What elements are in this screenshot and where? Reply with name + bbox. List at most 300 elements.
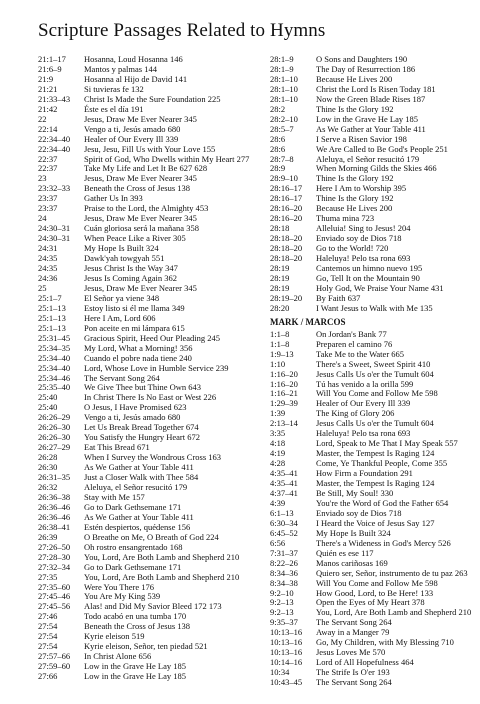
hymn-number: 723 <box>361 213 375 224</box>
scripture-reference: 21:6–9 <box>38 63 62 74</box>
hymn-title: We Give Thee but Thine Own <box>84 382 187 393</box>
scripture-reference: 24:31 <box>38 243 58 254</box>
scripture-reference: 4:35–41 <box>270 468 298 479</box>
hymn-title: Here I Am, Lord <box>84 312 141 323</box>
scripture-reference: 26:36–46 <box>38 501 71 512</box>
hymn-number: 672 <box>187 432 201 443</box>
hymn-number: 654 <box>435 497 449 508</box>
scripture-reference: 6:30–34 <box>270 517 298 528</box>
scripture-reference: 27:57–66 <box>38 651 71 662</box>
scripture-reference: 25:34–46 <box>38 372 71 383</box>
hymn-number: 155 <box>202 143 216 154</box>
hymn-title: Go, Tell It on the Mountain <box>316 272 410 283</box>
hymn-number: 627 628 <box>179 163 208 174</box>
hymn-number: 186 <box>402 63 416 74</box>
hymn-number: 144 <box>144 63 157 74</box>
hymn-number: 453 <box>195 203 209 214</box>
scripture-reference: 9:35–37 <box>270 617 298 628</box>
hymn-number: 133 <box>420 587 434 598</box>
hymn-number: 656 <box>138 651 152 662</box>
hymn-title: My Lord, What a Morning! <box>84 342 178 353</box>
hymn-title: Haleluya! Pelo tsa rona <box>316 253 396 264</box>
index-entry <box>38 75 270 85</box>
scripture-reference: 28:1–10 <box>270 83 298 94</box>
scripture-reference: 25:1–13 <box>38 302 66 313</box>
hymn-title: The Day of Resurrection <box>316 63 401 74</box>
hymn-number: 557 <box>444 438 458 449</box>
scripture-reference: 25 <box>38 282 47 293</box>
hymn-number: 179 <box>174 481 188 492</box>
hymn-number: 127 <box>421 517 435 528</box>
scripture-reference: 6:1–13 <box>270 507 294 518</box>
hymn-title: Holy God, We Praise Your Name <box>316 282 429 293</box>
hymn-number: 345 <box>184 173 197 184</box>
scripture-reference: 4:39 <box>270 497 286 508</box>
hymn-title: Enviado soy de Dios <box>316 233 387 244</box>
hymn-entry <box>38 483 270 493</box>
hymn-number: 264 <box>379 617 392 628</box>
hymn-title: The Servant Song <box>316 617 377 628</box>
hymn-number: 411 <box>181 511 194 522</box>
scripture-reference: 28:2–10 <box>270 113 298 124</box>
scripture-reference: 22:37 <box>38 163 58 174</box>
hymn-title: Because He Lives <box>316 203 378 214</box>
scripture-reference: 26:30 <box>38 462 58 473</box>
hymn-entry <box>38 433 270 443</box>
hymn-title: Lord of All Hopefulness <box>316 657 399 668</box>
hymn-title: Stay with Me <box>84 491 130 502</box>
hymn-number: 521 <box>194 641 208 652</box>
hymn-number: 598 <box>425 388 438 399</box>
hymn-number: 210 <box>226 551 240 562</box>
scripture-reference: 25:31–45 <box>38 332 71 343</box>
hymn-title: Healer of Our Every Ill <box>84 133 164 144</box>
scripture-reference: 22:37 <box>38 153 58 164</box>
scripture-reference: 9:2–10 <box>270 587 294 598</box>
hymn-number: 604 <box>420 418 434 429</box>
hymn-number: 76 <box>383 338 393 349</box>
scripture-reference: 27:59–60 <box>38 661 71 672</box>
hymn-number: 239 <box>215 362 229 373</box>
hymn-number: 291 <box>400 468 413 479</box>
hymn-title: Estén despiertos, quédense <box>84 521 176 532</box>
hymn-number: 191 <box>130 103 144 114</box>
hymn-number: 604 <box>420 368 434 379</box>
hymn-title: Jesus, Draw Me Ever Nearer <box>84 173 182 184</box>
scripture-reference: 27:35–60 <box>38 581 71 592</box>
hymn-number: 431 <box>430 282 444 293</box>
hymn-title: Take Me to the Water <box>316 348 390 359</box>
hymn-number: 206 <box>381 408 395 419</box>
hymn-title: Cuán gloriosa será la mañana <box>84 223 185 234</box>
hymn-number: 526 <box>438 537 451 548</box>
scripture-reference: 24:30–31 <box>38 223 71 234</box>
scripture-reference: 28:18 <box>270 223 290 234</box>
scripture-reference: 21:42 <box>38 103 58 114</box>
scripture-reference: 21:9 <box>38 73 54 84</box>
hymn-number: 200 <box>379 203 393 214</box>
hymn-number: 324 <box>377 527 391 538</box>
scripture-reference: 1:29–39 <box>270 398 298 409</box>
hymn-number: 168 <box>169 541 183 552</box>
scripture-reference: 23:37 <box>38 203 58 214</box>
hymn-title: Master, the Tempest Is Raging <box>316 448 420 459</box>
hymn-number: 615 <box>172 322 185 333</box>
scripture-reference: 10:43–45 <box>270 677 303 688</box>
hymn-title: You, Lord, Are Both Lamb and Shepherd <box>84 571 225 582</box>
hymn-title: Go to Dark Gethsemane <box>84 561 167 572</box>
hymn-number: 466 <box>423 163 437 174</box>
hymn-title: You Satisfy the Hungry Heart <box>84 432 186 443</box>
hymn-number: 324 <box>145 243 159 254</box>
hymn-number: 551 <box>151 253 165 264</box>
scripture-reference: 28:19–20 <box>270 292 303 303</box>
scripture-reference: 10:13–16 <box>270 637 303 648</box>
scripture-reference: 27:32–34 <box>38 561 71 572</box>
hymn-title: Christ Is Made the Sure Foundation <box>84 93 206 104</box>
hymn-number: 623 <box>173 402 187 413</box>
hymn-title: Kyrie eleison, Señor, ten piedad <box>84 641 193 652</box>
hymn-title: Christ the Lord Is Risen Today <box>316 83 421 94</box>
scripture-reference: 1:10 <box>270 358 286 369</box>
scripture-reference: 27:66 <box>38 671 58 682</box>
hymn-title: The Servant Song <box>84 372 145 383</box>
scripture-reference: 27:54 <box>38 621 58 632</box>
scripture-reference: 28:16–20 <box>270 203 303 214</box>
hymn-number: 169 <box>375 557 388 568</box>
hymn-title: Pon aceite en mi lámpara <box>84 322 170 333</box>
hymn-title: When I Survey the Wondrous Cross <box>84 452 207 463</box>
hymn-number: 163 <box>208 452 222 463</box>
scripture-reference: 26:39 <box>38 531 58 542</box>
scripture-reference: 28:2 <box>270 103 286 114</box>
index-entry <box>270 539 478 549</box>
scripture-reference: 8:34–36 <box>270 567 298 578</box>
scripture-reference: 10:13–16 <box>270 627 303 638</box>
hymn-title: My Hope Is Built <box>316 527 376 538</box>
hymn-title: Manos cariñosas <box>316 557 373 568</box>
hymn-title: Go, My Children, with My Blessing <box>316 637 440 648</box>
hymn-title: Jesus, Draw Me Ever Nearer <box>84 113 182 124</box>
scripture-reference: 22 <box>38 113 47 124</box>
hymn-title: On Jordan's Bank <box>316 328 377 339</box>
hymn-number: 693 <box>397 428 411 439</box>
hymn-number: 339 <box>397 398 411 409</box>
hymn-number: 192 <box>380 173 394 184</box>
hymn-number: 226 <box>203 392 217 403</box>
hymn-number: 146 <box>169 54 183 64</box>
scripture-reference: 23:32–33 <box>38 183 71 194</box>
hymn-title: Quiero ser, Señor, instrumento de tu paz <box>316 567 453 578</box>
hymn-number: 674 <box>185 422 199 433</box>
hymn-number: 519 <box>131 631 145 642</box>
hymn-number: 395 <box>393 183 407 194</box>
scripture-reference: 27:46 <box>38 611 58 622</box>
scripture-reference: 1:16–20 <box>270 368 298 379</box>
hymn-title: Jesus Calls Us o'er the Tumult <box>316 418 419 429</box>
hymn-title: You, Lord, Are Both Lamb and Shepherd <box>84 551 225 562</box>
scripture-reference: 25:35–40 <box>38 382 71 393</box>
hymn-number: 210 <box>226 571 240 582</box>
hymn-title: Éste es el día <box>84 103 129 114</box>
hymn-number: 720 <box>375 243 389 254</box>
scripture-reference: 1:9–13 <box>270 348 294 359</box>
hymn-title: El Señor ya viene <box>84 292 145 303</box>
hymn-title: Estoy listo si él me llama <box>84 302 170 313</box>
scripture-reference: 6:45–52 <box>270 527 298 538</box>
hymn-number: 599 <box>400 378 414 389</box>
hymn-number: 358 <box>186 223 199 234</box>
hymn-title: There's a Sweet, Sweet Spirit <box>316 358 416 369</box>
hymn-title: Go to the World! <box>316 243 374 254</box>
scripture-reference: 27:26–50 <box>38 541 71 552</box>
hymn-title: I Serve a Risen Savior <box>316 133 393 144</box>
hymn-title: Jesus Calls Us o'er the Tumult <box>316 368 419 379</box>
index-entry <box>38 433 270 443</box>
hymn-number: 347 <box>165 263 178 274</box>
hymn-title: Hosanna, Loud Hosanna <box>84 54 168 64</box>
hymn-number: 277 <box>236 153 250 164</box>
hymn-number: 305 <box>172 233 186 244</box>
hymn-number: 411 <box>181 462 194 473</box>
matthew-continued-list <box>270 55 478 314</box>
hymn-title: Jesu, Jesu, Fill Us with Your Love <box>84 143 201 154</box>
hymn-title: When Peace Like a River <box>84 233 171 244</box>
scripture-reference: 6:56 <box>270 537 286 548</box>
scripture-reference: 28:1–9 <box>270 63 294 74</box>
scripture-reference: 24 <box>38 213 47 224</box>
hymn-title: Gather Us In <box>84 193 128 204</box>
hymn-number: 410 <box>417 358 431 369</box>
hymn-entry <box>38 622 270 632</box>
hymn-number: 671 <box>136 442 150 453</box>
hymn-number: 176 <box>141 581 154 592</box>
scripture-reference: 1:16–21 <box>270 388 298 399</box>
hymn-title: Kyrie eleison <box>84 631 130 642</box>
hymn-number: 224 <box>206 531 219 542</box>
hymn-entry <box>38 184 270 194</box>
hymn-number: 345 <box>184 113 197 124</box>
scripture-reference: 28:6 <box>270 133 286 144</box>
hymn-title: As We Gather at Your Table <box>84 511 180 522</box>
hymn-title: Beneath the Cross of Jesus <box>84 183 176 194</box>
hymn-number: 680 <box>167 412 181 423</box>
hymn-title: Thine Is the Glory <box>316 173 379 184</box>
scripture-reference: 26:28 <box>38 452 58 463</box>
hymn-title: Now the Green Blade Rises <box>316 93 411 104</box>
hymn-title: Preparen el camino <box>316 338 382 349</box>
hymn-title: In Christ Alone <box>84 651 137 662</box>
hymn-entry <box>38 573 270 583</box>
hymn-title: Let Us Break Bread Together <box>84 422 184 433</box>
hymn-number: 124 <box>421 448 435 459</box>
hymn-title: When Morning Gilds the Skies <box>316 163 422 174</box>
hymn-title: Lord, Speak to Me That I May Speak <box>316 438 443 449</box>
scripture-reference: 7:31–37 <box>270 547 298 558</box>
hymn-number: 90 <box>411 272 420 283</box>
hymn-number: 718 <box>388 233 402 244</box>
hymn-title: Open the Eyes of My Heart <box>316 597 410 608</box>
scripture-reference: 25:34–35 <box>38 342 71 353</box>
scripture-reference: 28:18–20 <box>270 233 303 244</box>
hymn-title: My Hope Is Built <box>84 243 144 254</box>
scripture-reference: 28:7–8 <box>270 153 294 164</box>
hymn-title: Because He Lives <box>316 73 378 84</box>
hymn-entry <box>270 539 478 549</box>
hymn-entry <box>270 304 478 314</box>
index-entry <box>38 184 270 194</box>
hymn-title: As We Gather at Your Table <box>316 123 412 134</box>
scripture-reference: 28:16–20 <box>270 213 303 224</box>
hymn-number: 606 <box>142 312 156 323</box>
scripture-reference: 26:36–46 <box>38 511 71 522</box>
hymn-number: 185 <box>173 661 186 672</box>
index-entry <box>38 95 270 105</box>
scripture-reference: 2:13–14 <box>270 418 298 429</box>
scripture-reference: 21:1–17 <box>38 54 66 64</box>
hymn-number: 411 <box>413 123 426 134</box>
hymn-number: 251 <box>435 143 448 154</box>
hymn-title: In Christ There Is No East or West <box>84 392 202 403</box>
hymn-number: 245 <box>207 332 220 343</box>
right-column <box>270 55 478 688</box>
scripture-reference: 8:22–26 <box>270 557 298 568</box>
hymn-title: Here I Am to Worship <box>316 183 392 194</box>
hymn-title: Aleluya, el Señor resucitó <box>316 153 405 164</box>
hymn-number: 355 <box>434 458 448 469</box>
hymn-title: Thuma mina <box>316 213 360 224</box>
hymn-number: 198 <box>394 133 407 144</box>
hymn-title: Beneath the Cross of Jesus <box>84 621 176 632</box>
index-entry <box>38 573 270 583</box>
hymn-number: 187 <box>412 93 426 104</box>
scripture-reference: 4:19 <box>270 448 286 459</box>
hymn-title: Thine Is the Glory <box>316 193 379 204</box>
hymn-title: Oh rostro ensangrentado <box>84 541 168 552</box>
hymn-title: Jesus Christ Is the Way <box>84 263 163 274</box>
hymn-number: 345 <box>184 282 197 293</box>
hymn-number: 225 <box>207 93 221 104</box>
hymn-title: Dawk'yah towgyah <box>84 253 150 264</box>
hymn-entry <box>38 95 270 105</box>
hymn-title: O Jesus, I Have Promised <box>84 402 172 413</box>
scripture-reference: 4:37–41 <box>270 487 298 498</box>
hymn-title: Eat This Bread <box>84 442 135 453</box>
hymn-title: Will You Come and Follow Me <box>316 577 423 588</box>
hymn-number: 185 <box>173 671 186 682</box>
hymn-title: Tú has venido a la orilla <box>316 378 399 389</box>
hymn-title: Aleluya, el Señor resucitó <box>84 481 173 492</box>
hymn-title: I Heard the Voice of Jesus Say <box>316 517 420 528</box>
scripture-reference: 28:5–7 <box>270 123 294 134</box>
scripture-reference: 23 <box>38 173 47 184</box>
hymn-title: Jesus Is Coming Again <box>84 272 163 283</box>
hymn-entry <box>38 672 270 682</box>
scripture-reference: 10:34 <box>270 667 290 678</box>
scripture-reference: 26:26–30 <box>38 432 71 443</box>
hymn-number: 200 <box>379 73 393 84</box>
hymn-number: 345 <box>184 213 197 224</box>
hymn-title: You, Lord, Are Both Lamb and Shepherd <box>316 607 457 618</box>
hymn-number: 356 <box>179 342 193 353</box>
scripture-reference: 25:34–40 <box>38 362 71 373</box>
hymn-number: 132 <box>130 83 144 94</box>
scripture-reference: 9:2–13 <box>270 607 294 618</box>
hymn-title: Just a Closer Walk with Thee <box>84 472 184 483</box>
scripture-reference: 28:18–20 <box>270 243 303 254</box>
hymn-number: 141 <box>174 73 188 84</box>
scripture-reference: 10:14–16 <box>270 657 303 668</box>
hymn-number: 138 <box>177 621 191 632</box>
index-entry <box>270 678 478 688</box>
hymn-title: Thine Is the Glory <box>316 103 379 114</box>
hymn-title: I Want Jesus to Walk with Me <box>316 302 418 313</box>
hymn-title: Be Still, My Soul! <box>316 487 379 498</box>
scripture-reference: 22:34–40 <box>38 133 71 144</box>
scripture-reference: 28:9 <box>270 163 286 174</box>
index-entry <box>38 672 270 682</box>
hymn-title: Vengo a ti, Jesús amado <box>84 123 166 134</box>
hymn-number: 135 <box>419 302 433 313</box>
hymn-title: There's a Wideness in God's Mercy <box>316 537 436 548</box>
scripture-reference: 26:36–38 <box>38 491 71 502</box>
hymn-title: Mantos y palmas <box>84 63 143 74</box>
hymn-title: Enviado soy de Dios <box>316 507 387 518</box>
hymn-title: How Firm a Foundation <box>316 468 398 479</box>
hymn-title: Cuando el pobre nada tiene <box>84 352 177 363</box>
scripture-reference: 27:35 <box>38 571 58 582</box>
hymn-title: Take My Life and Let It Be <box>84 163 178 174</box>
hymn-number: 643 <box>188 382 202 393</box>
scripture-reference: 25:40 <box>38 402 58 413</box>
hymn-title: Lord, Whose Love in Humble Service <box>84 362 214 373</box>
scripture-reference: 4:35–41 <box>270 478 298 489</box>
hymn-title: Master, the Tempest Is Raging <box>316 478 420 489</box>
hymn-number: 179 <box>406 153 420 164</box>
hymn-number: 181 <box>422 83 436 94</box>
hymn-title: Away in a Manger <box>316 627 379 638</box>
hymn-number: 193 <box>377 667 390 678</box>
scripture-reference: 10:13–16 <box>270 647 303 658</box>
scripture-reference: 26:27–29 <box>38 442 71 453</box>
hymn-title: Alleluia! Sing to Jesus! <box>316 223 396 234</box>
scripture-reference: 23:37 <box>38 193 58 204</box>
scripture-reference: 1:39 <box>270 408 286 419</box>
hymn-title: The King of Glory <box>316 408 380 419</box>
hymn-number: 210 <box>458 607 472 618</box>
index-entry <box>38 483 270 493</box>
hymn-number: 718 <box>388 507 402 518</box>
hymn-title: As We Gather at Your Table <box>84 462 180 473</box>
scripture-reference: 24:36 <box>38 272 58 283</box>
hymn-title: Go to Dark Gethsemane <box>84 501 167 512</box>
scripture-reference: 8:34–38 <box>270 577 298 588</box>
hymn-number: 710 <box>441 637 454 648</box>
scripture-reference: 22:14 <box>38 123 58 134</box>
scripture-reference: 1:16–20 <box>270 378 298 389</box>
index-entry <box>38 622 270 632</box>
hymn-title: O Sons and Daughters <box>316 54 393 64</box>
scripture-reference: 4:28 <box>270 458 286 469</box>
hymn-number: 680 <box>167 123 181 134</box>
hymn-number: 124 <box>421 478 435 489</box>
hymn-number: 195 <box>409 263 423 274</box>
scripture-reference: 24:30–31 <box>38 233 71 244</box>
hymn-number: 393 <box>130 193 143 204</box>
hymn-title: Hosanna al Hijo de David <box>84 73 173 84</box>
scripture-reference: 9:2–13 <box>270 597 294 608</box>
scripture-reference: 28:6 <box>270 143 286 154</box>
